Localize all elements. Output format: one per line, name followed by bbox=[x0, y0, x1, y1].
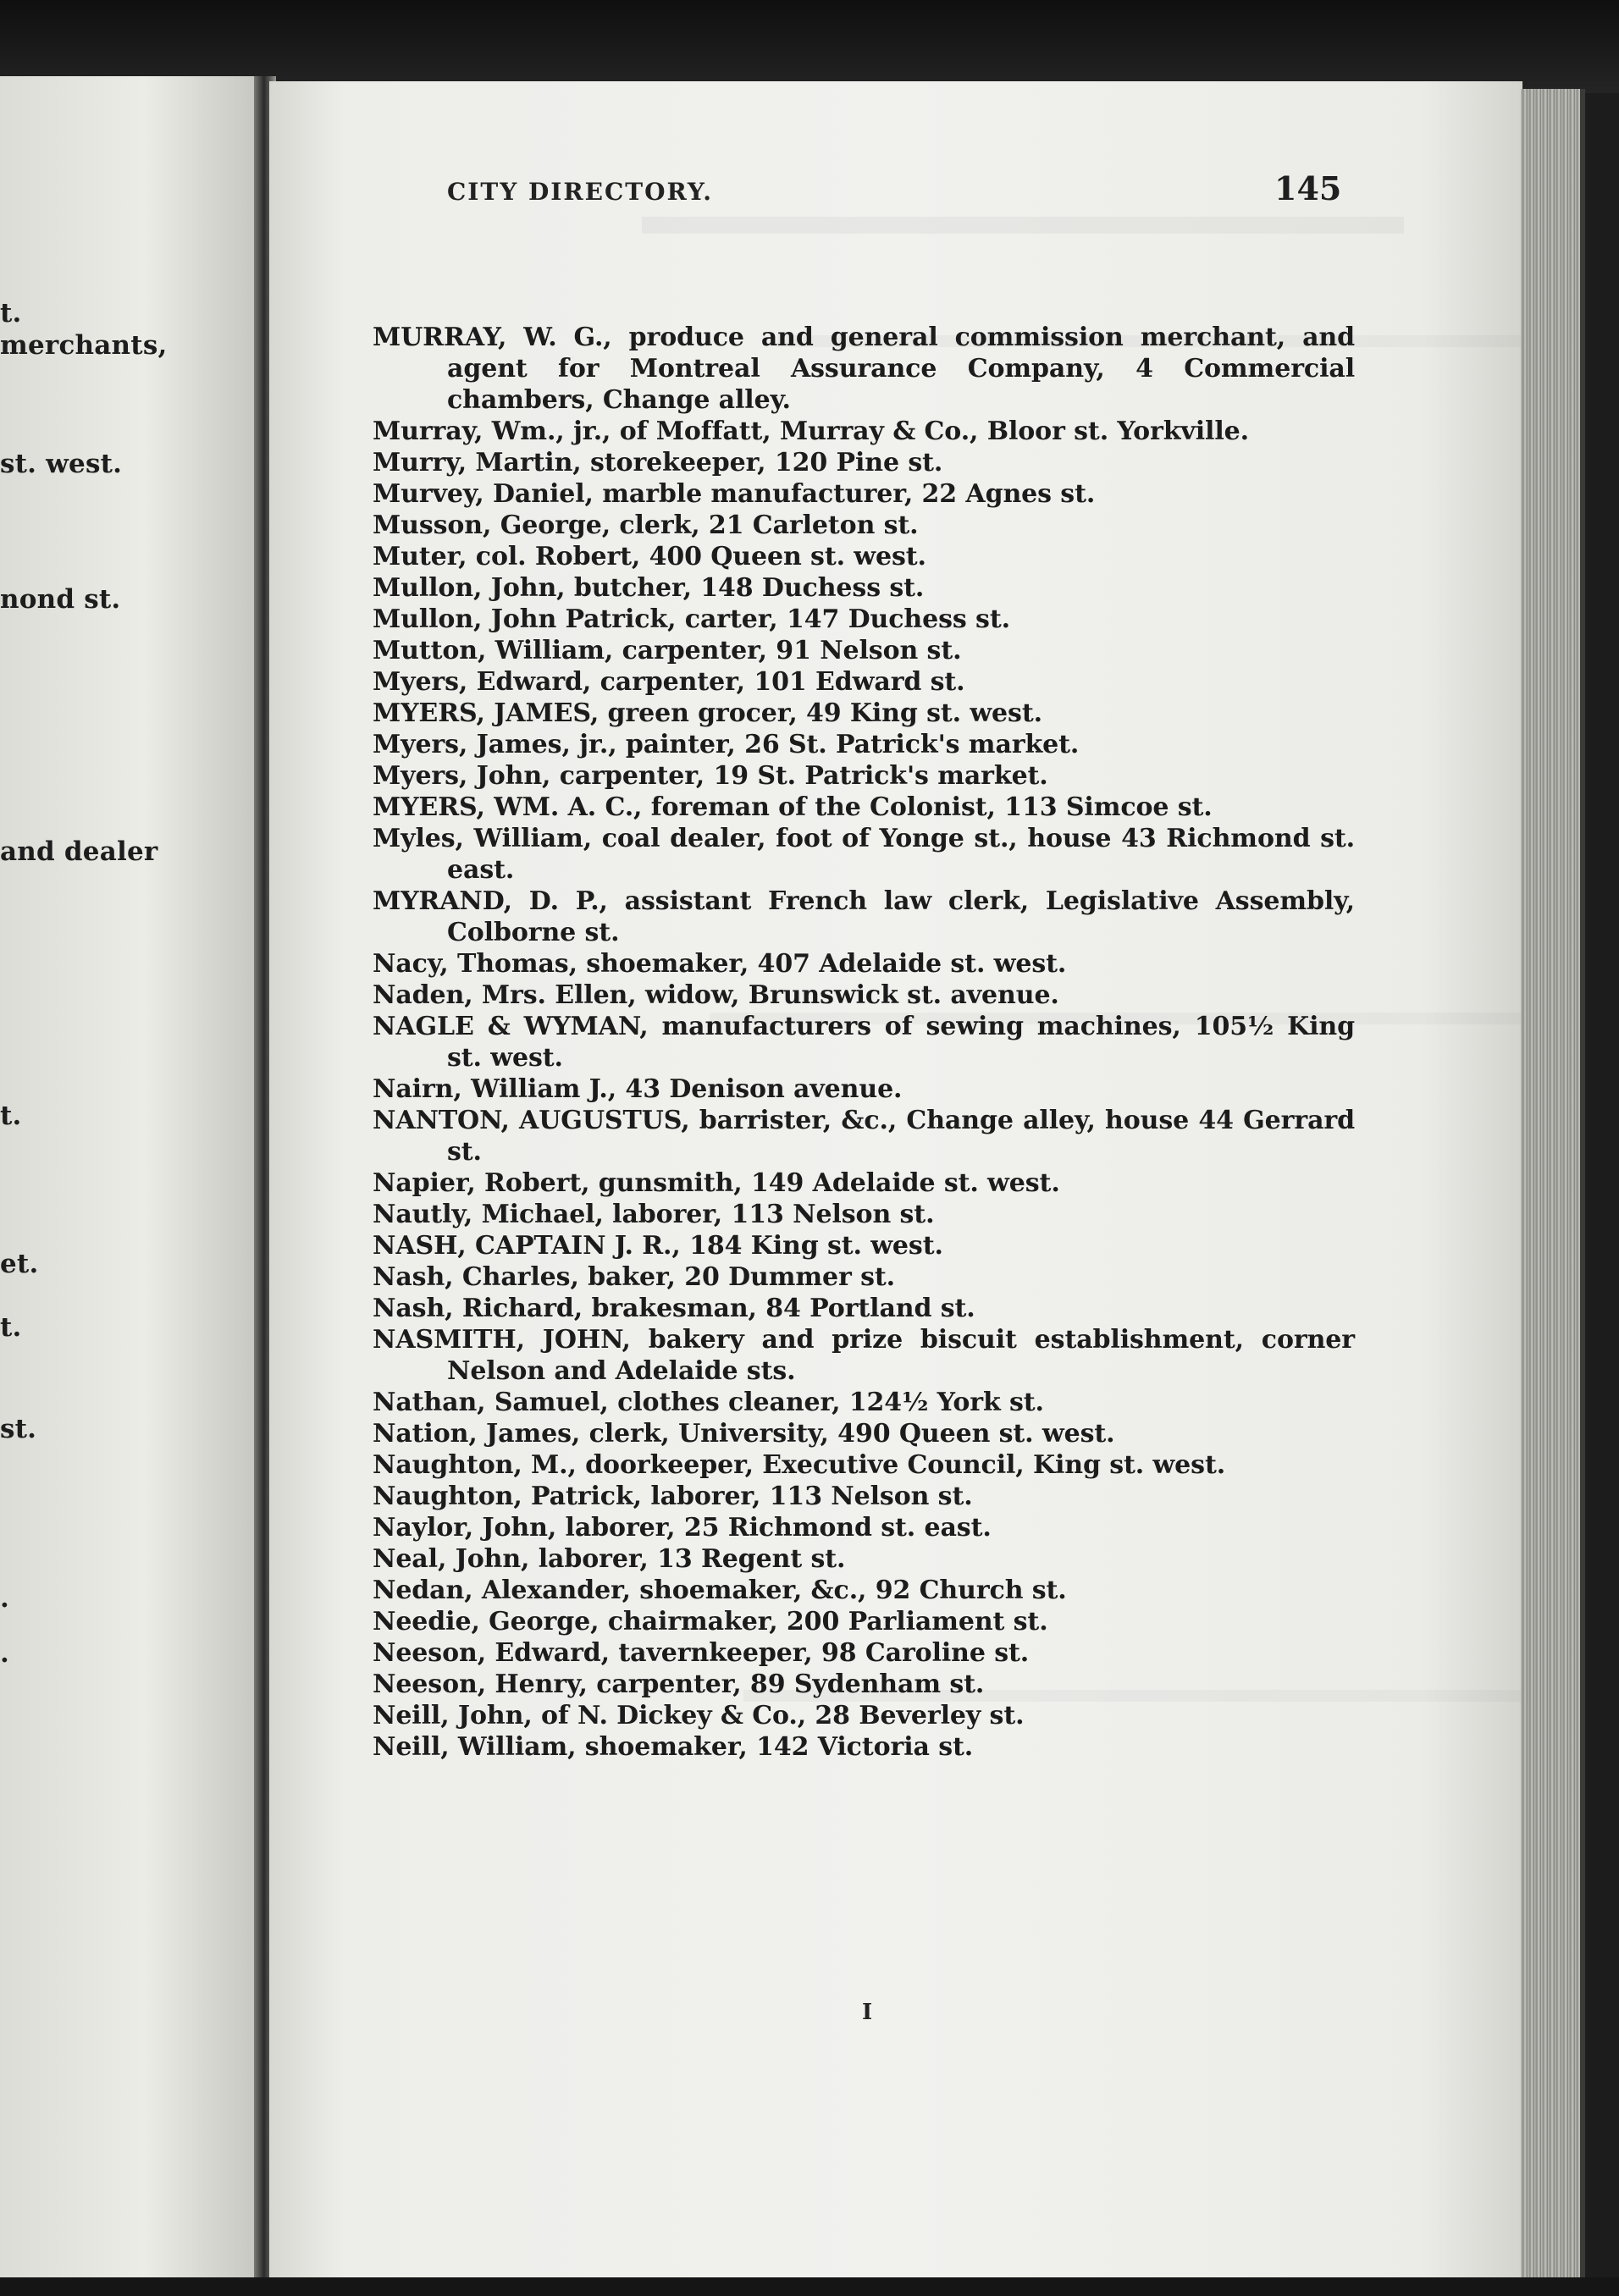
directory-entry: Mullon, John, butcher, 148 Duchess st. bbox=[373, 573, 925, 603]
directory-entry: Murray, Wm., jr., of Moffatt, Murray & Co., Bloor st. Yorkville. bbox=[373, 417, 1249, 446]
directory-entry: Nation, James, clerk, University, 490 Queen st. west. bbox=[373, 1419, 1115, 1449]
directory-entry: MYRAND, D. P., assistant French law clerk, Legislative Assembly, Colborne st. bbox=[373, 886, 1355, 947]
left-page-fragment: t. bbox=[0, 1312, 22, 1343]
bottom-shadow bbox=[0, 2277, 1619, 2296]
directory-entries bbox=[373, 322, 1355, 1763]
directory-entry: Naughton, Patrick, laborer, 113 Nelson st. bbox=[373, 1482, 973, 1511]
directory-entry: Murry, Martin, storekeeper, 120 Pine st. bbox=[373, 448, 943, 477]
page-edges bbox=[1521, 89, 1585, 2282]
directory-entry: Needie, George, chairmaker, 200 Parliament st. bbox=[373, 1607, 1048, 1636]
directory-entry: Muter, col. Robert, 400 Queen st. west. bbox=[373, 542, 926, 571]
left-page-fragment: st. bbox=[0, 1414, 37, 1444]
directory-entry: NANTON, AUGUSTUS, barrister, &c., Change alley, house 44 Gerrard st. bbox=[373, 1106, 1355, 1167]
directory-entry: Myers, James, jr., painter, 26 St. Patrick's market. bbox=[373, 730, 1080, 759]
directory-entry: Neeson, Edward, tavernkeeper, 98 Caroline st. bbox=[373, 1638, 1030, 1668]
left-page-fragment: . bbox=[0, 1638, 9, 1669]
directory-entry: Musson, George, clerk, 21 Carleton st. bbox=[373, 511, 919, 540]
left-page bbox=[0, 76, 262, 2286]
directory-entry: Nash, Charles, baker, 20 Dummer st. bbox=[373, 1262, 895, 1292]
directory-entry: NAGLE & WYMAN, manufacturers of sewing machines, 105½ King st. west. bbox=[373, 1012, 1355, 1073]
directory-entry: Naden, Mrs. Ellen, widow, Brunswick st. avenue. bbox=[373, 980, 1059, 1010]
directory-entry: Myers, John, carpenter, 19 St. Patrick's market. bbox=[373, 761, 1048, 791]
left-page-fragment: t. bbox=[0, 298, 22, 328]
left-page-fragment: and dealer bbox=[0, 836, 158, 867]
directory-entry: Myles, William, coal dealer, foot of Yonge st., house 43 Richmond st. east. bbox=[373, 824, 1355, 885]
left-page-fragment: merchants, bbox=[0, 330, 168, 361]
left-page-fragment: nond st. bbox=[0, 584, 121, 615]
directory-entry: MYERS, WM. A. C., foreman of the Colonist, 113 Simcoe st. bbox=[373, 792, 1213, 822]
directory-entry: Mutton, William, carpenter, 91 Nelson st. bbox=[373, 636, 962, 665]
left-page-fragment: t. bbox=[0, 1101, 22, 1131]
left-page-fragment: st. west. bbox=[0, 449, 123, 479]
directory-entry: Mullon, John Patrick, carter, 147 Duchess st. bbox=[373, 604, 1010, 634]
directory-entry: Napier, Robert, gunsmith, 149 Adelaide st. west. bbox=[373, 1168, 1060, 1198]
directory-entry: Nairn, William J., 43 Denison avenue. bbox=[373, 1074, 903, 1104]
directory-entry: Myers, Edward, carpenter, 101 Edward st. bbox=[373, 667, 965, 697]
directory-entry: Nautly, Michael, laborer, 113 Nelson st. bbox=[373, 1200, 935, 1229]
directory-entry: NASH, CAPTAIN J. R., 184 King st. west. bbox=[373, 1231, 943, 1261]
directory-entry: NASMITH, JOHN, bakery and prize biscuit establishment, corner Nelson and Adelaide sts. bbox=[373, 1325, 1355, 1386]
directory-entry: Neill, John, of N. Dickey & Co., 28 Beverley st. bbox=[373, 1701, 1025, 1730]
directory-entry: Nash, Richard, brakesman, 84 Portland st. bbox=[373, 1294, 975, 1323]
directory-entry: Neal, John, laborer, 13 Regent st. bbox=[373, 1544, 846, 1574]
directory-entry: Nedan, Alexander, shoemaker, &c., 92 Church st. bbox=[373, 1576, 1067, 1605]
directory-entry: Naylor, John, laborer, 25 Richmond st. east. bbox=[373, 1513, 992, 1543]
directory-entry: Murvey, Daniel, marble manufacturer, 22 Agnes st. bbox=[373, 479, 1096, 509]
directory-entry: MURRAY, W. G., produce and general commission merchant, and agent for Montreal Assurance Company, 4 Commercial chambers, Change alley. bbox=[373, 323, 1355, 415]
directory-entry: Neill, William, shoemaker, 142 Victoria st. bbox=[373, 1732, 974, 1762]
directory-entry: MYERS, JAMES, green grocer, 49 King st. west. bbox=[373, 698, 1042, 728]
directory-entry: Nacy, Thomas, shoemaker, 407 Adelaide st. west. bbox=[373, 949, 1067, 979]
directory-entry: Nathan, Samuel, clothes cleaner, 124½ York st. bbox=[373, 1388, 1044, 1417]
left-page-fragment: . bbox=[0, 1583, 9, 1614]
directory-entry: Neeson, Henry, carpenter, 89 Sydenham st. bbox=[373, 1670, 985, 1699]
left-page-fragment: et. bbox=[0, 1249, 39, 1279]
running-head: CITY DIRECTORY. bbox=[447, 178, 713, 206]
signature-mark: I bbox=[862, 2000, 873, 2025]
page-number: 145 bbox=[1274, 169, 1342, 207]
directory-entry: Naughton, M., doorkeeper, Executive Council, King st. west. bbox=[373, 1450, 1226, 1480]
